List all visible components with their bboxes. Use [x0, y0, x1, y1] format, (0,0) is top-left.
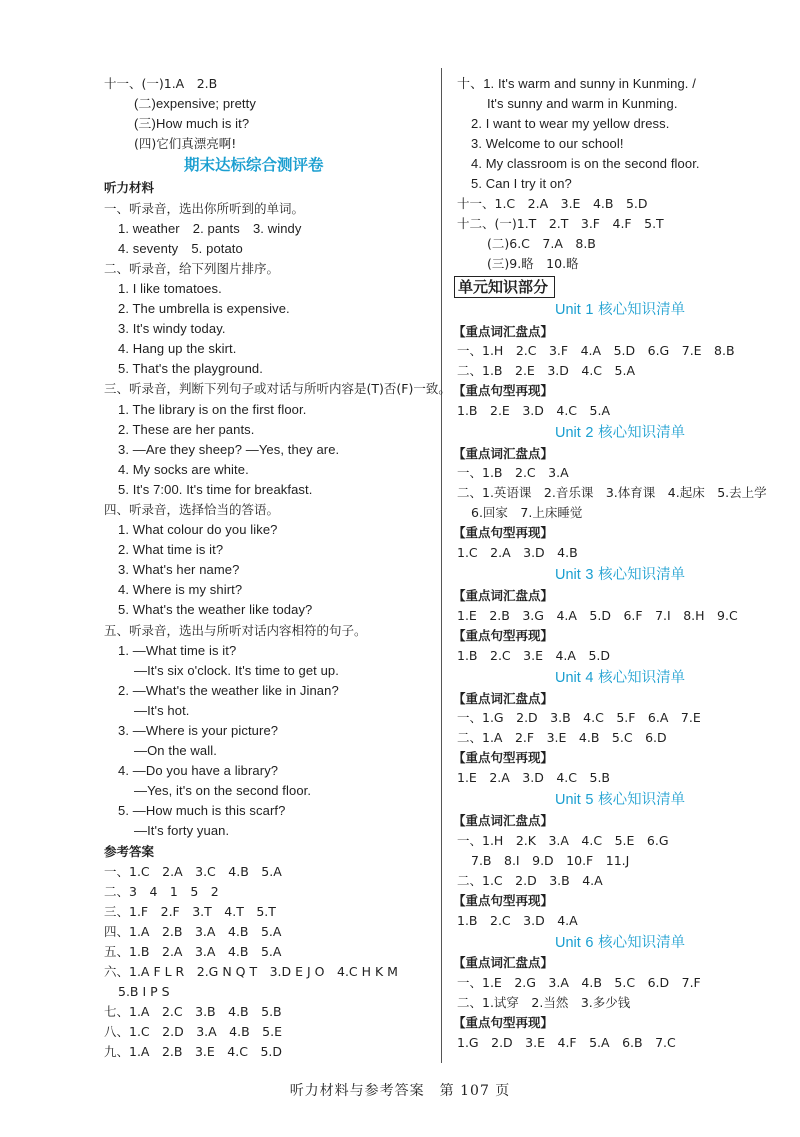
answer-line: 二、1.B 2.E 3.D 4.C 5.A	[457, 363, 636, 378]
list-item: 5. That's the playground.	[118, 361, 263, 376]
unit-title: Unit 3 核心知识清单	[555, 567, 686, 583]
list-item: 5. —How much is this scarf?	[118, 803, 286, 818]
unit-title: Unit 1 核心知识清单	[555, 302, 686, 318]
answer-line: 一、1.B 2.C 3.A	[457, 465, 569, 480]
answer-line: 二、1.C 2.D 3.B 4.A	[457, 873, 603, 888]
list-item: —On the wall.	[134, 743, 217, 758]
vocab-label: 【重点词汇盘点】	[453, 813, 554, 828]
answer-line: 十一、(一)1.A 2.B	[104, 76, 218, 91]
list-item: —Yes, it's on the second floor.	[134, 783, 312, 798]
answer-line: 二、1.A 2.F 3.E 4.B 5.C 6.D	[457, 730, 667, 745]
section-title: 一、听录音，选出你所听到的单词。	[104, 201, 305, 216]
column-divider	[441, 68, 442, 1063]
vocab-label: 【重点词汇盘点】	[453, 955, 554, 970]
answer-line: 四、1.A 2.B 3.A 4.B 5.A	[104, 924, 282, 939]
answer-line: 7.B 8.I 9.D 10.F 11.J	[471, 853, 630, 868]
list-item: 4. —Do you have a library?	[118, 763, 279, 778]
list-item: 2. The umbrella is expensive.	[118, 301, 290, 316]
sentence-label: 【重点句型再现】	[453, 1015, 554, 1030]
list-item: 2. These are her pants.	[118, 422, 255, 437]
section-title: 三、听录音，判断下列句子或对话与所听内容是(T)否(F)一致。	[104, 381, 451, 396]
answers-heading: 参考答案	[104, 844, 155, 859]
answer-line: 1.B 2.C 3.D 4.A	[457, 913, 578, 928]
sentence-label: 【重点句型再现】	[453, 628, 554, 643]
answer-line: 二、1.试穿 2.当然 3.多少钱	[457, 995, 631, 1010]
answer-line: 1.G 2.D 3.E 4.F 5.A 6.B 7.C	[457, 1035, 676, 1050]
exam-title: 期末达标综合测评卷	[184, 156, 324, 174]
sentence-label: 【重点句型再现】	[453, 750, 554, 765]
answer-line: 一、1.E 2.G 3.A 4.B 5.C 6.D 7.F	[457, 975, 701, 990]
answer-line: 6.回家 7.上床睡觉	[471, 505, 583, 520]
answer-line: 1.B 2.C 3.E 4.A 5.D	[457, 648, 611, 663]
answer-line: 1.E 2.B 3.G 4.A 5.D 6.F 7.I 8.H 9.C	[457, 608, 738, 623]
answer-line: 2. I want to wear my yellow dress.	[471, 116, 670, 131]
list-item: 2. What time is it?	[118, 542, 224, 557]
list-item: —It's hot.	[134, 703, 190, 718]
list-item: 1. The library is on the first floor.	[118, 402, 307, 417]
list-item: 5. What's the weather like today?	[118, 602, 313, 617]
answer-line: 五、1.B 2.A 3.A 4.B 5.A	[104, 944, 282, 959]
answer-line: 4. My classroom is on the second floor.	[471, 156, 700, 171]
unit-title: Unit 5 核心知识清单	[555, 792, 686, 808]
list-item: 3. It's windy today.	[118, 321, 226, 336]
sentence-label: 【重点句型再现】	[453, 525, 554, 540]
list-item: 1. I like tomatoes.	[118, 281, 222, 296]
list-item: 3. What's her name?	[118, 562, 240, 577]
vocab-label: 【重点词汇盘点】	[453, 446, 554, 461]
page-footer: 听力材料与参考答案 第 107 页	[289, 1083, 511, 1099]
list-item: 4. My socks are white.	[118, 462, 249, 477]
vocab-label: 【重点词汇盘点】	[453, 691, 554, 706]
listening-heading: 听力材料	[104, 180, 155, 195]
section-title: 五、听录音，选出与所听对话内容相符的句子。	[104, 623, 367, 638]
knowledge-heading: 单元知识部分	[454, 276, 555, 298]
list-item: 3. —Where is your picture?	[118, 723, 279, 738]
answer-line: (四)它们真漂亮啊!	[134, 136, 237, 151]
answer-line: 一、1.H 2.C 3.F 4.A 5.D 6.G 7.E 8.B	[457, 343, 735, 358]
answer-line: (二)6.C 7.A 8.B	[487, 236, 596, 251]
answer-line: 1.B 2.E 3.D 4.C 5.A	[457, 403, 611, 418]
answer-line: 一、1.G 2.D 3.B 4.C 5.F 6.A 7.E	[457, 710, 701, 725]
answer-line: (三)How much is it?	[134, 116, 250, 131]
answer-line: 1.E 2.A 3.D 4.C 5.B	[457, 770, 611, 785]
unit-title: Unit 6 核心知识清单	[555, 935, 686, 951]
unit-title: Unit 2 核心知识清单	[555, 425, 686, 441]
sentence-label: 【重点句型再现】	[453, 383, 554, 398]
answer-line: 九、1.A 2.B 3.E 4.C 5.D	[104, 1044, 283, 1059]
answer-line: 十一、1.C 2.A 3.E 4.B 5.D	[457, 196, 648, 211]
vocab-label: 【重点词汇盘点】	[453, 324, 554, 339]
list-item: —It's six o'clock. It's time to get up.	[134, 663, 339, 678]
list-item: 1. What colour do you like?	[118, 522, 278, 537]
answer-line: 七、1.A 2.C 3.B 4.B 5.B	[104, 1004, 282, 1019]
answer-line: 十、1. It's warm and sunny in Kunming. /	[457, 76, 696, 91]
answer-line: 二、1.英语课 2.音乐课 3.体育课 4.起床 5.去上学	[457, 485, 767, 500]
answer-line: 一、1.C 2.A 3.C 4.B 5.A	[104, 864, 282, 879]
answer-line: 一、1.H 2.K 3.A 4.C 5.E 6.G	[457, 833, 669, 848]
answer-line: 3. Welcome to our school!	[471, 136, 624, 151]
answer-line: 八、1.C 2.D 3.A 4.B 5.E	[104, 1024, 283, 1039]
vocab-label: 【重点词汇盘点】	[453, 588, 554, 603]
list-item: —It's forty yuan.	[134, 823, 230, 838]
list-item: 2. —What's the weather like in Jinan?	[118, 683, 339, 698]
answer-line: It's sunny and warm in Kunming.	[487, 96, 678, 111]
list-item: 5. It's 7:00. It's time for breakfast.	[118, 482, 313, 497]
answer-line: 二、3 4 1 5 2	[104, 884, 219, 899]
section-title: 二、听录音，给下列图片排序。	[104, 261, 280, 276]
answer-line: (三)9.略 10.略	[487, 256, 579, 271]
answer-line: 5.B I P S	[118, 984, 170, 999]
list-item: 4. Where is my shirt?	[118, 582, 243, 597]
list-item: 3. —Are they sheep? —Yes, they are.	[118, 442, 340, 457]
list-item: 1. weather 2. pants 3. windy	[118, 221, 302, 236]
unit-title: Unit 4 核心知识清单	[555, 670, 686, 686]
answer-line: 三、1.F 2.F 3.T 4.T 5.T	[104, 904, 276, 919]
sentence-label: 【重点句型再现】	[453, 893, 554, 908]
answer-line: 1.C 2.A 3.D 4.B	[457, 545, 578, 560]
list-item: 1. —What time is it?	[118, 643, 237, 658]
list-item: 4. Hang up the skirt.	[118, 341, 237, 356]
answer-line: (二)expensive; pretty	[134, 96, 256, 111]
answer-line: 5. Can I try it on?	[471, 176, 572, 191]
list-item: 4. seventy 5. potato	[118, 241, 243, 256]
section-title: 四、听录音，选择恰当的答语。	[104, 502, 280, 517]
answer-line: 六、1.A F L R 2.G N Q T 3.D E J O 4.C H K M	[104, 964, 398, 979]
answer-line: 十二、(一)1.T 2.T 3.F 4.F 5.T	[457, 216, 664, 231]
